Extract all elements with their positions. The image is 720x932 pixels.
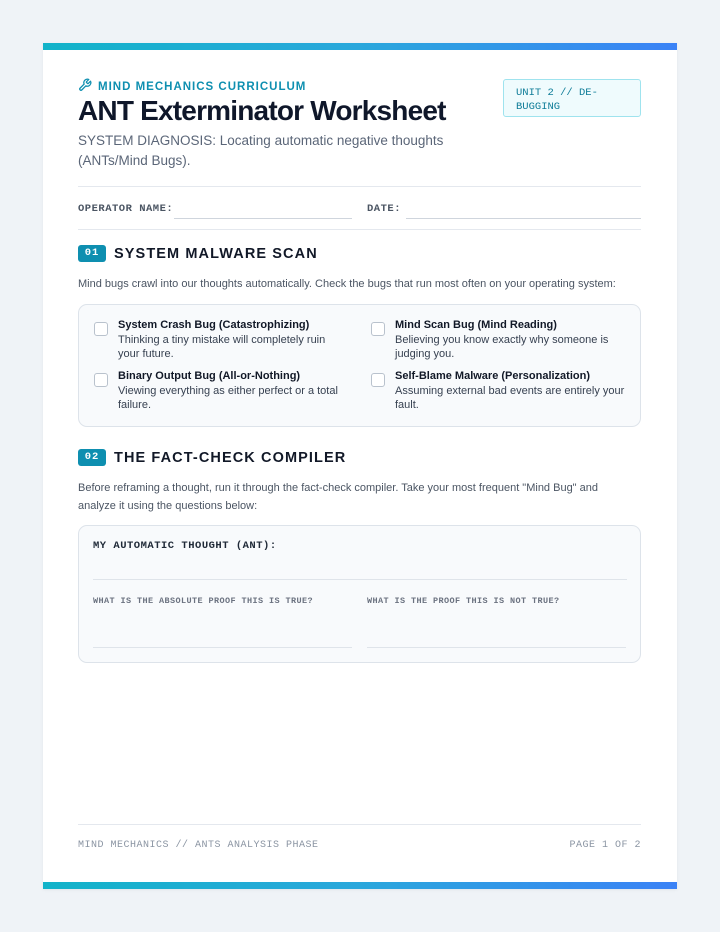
page-title: ANT Exterminator Worksheet [78,95,446,126]
proof-not-true-label: WHAT IS THE PROOF THIS IS NOT TRUE? [367,596,560,606]
proof-true-label: WHAT IS THE ABSOLUTE PROOF THIS IS TRUE? [93,596,314,606]
curriculum-text: MIND MECHANICS CURRICULUM [98,80,307,93]
section-1-header [78,245,318,262]
bug-title: Binary Output Bug (All-or-Nothing) [118,370,301,382]
bug-checkbox[interactable] [94,373,108,387]
unit-badge: UNIT 2 // DE-BUGGING [503,79,641,117]
worksheet-page [43,43,677,889]
date-label: DATE: [367,203,402,215]
ant-label: MY AUTOMATIC THOUGHT (ANT): [93,540,277,552]
section-1-title: SYSTEM MALWARE SCAN [114,245,318,262]
header-divider [78,186,641,187]
section-1-intro: Mind bugs crawl into our thoughts automatically. Check the bugs that run most often on your operating system: [78,278,616,290]
wrench-icon [78,78,92,95]
bug-checkbox[interactable] [371,373,385,387]
operator-name-label: OPERATOR NAME: [78,203,174,215]
operator-row [78,193,641,219]
bug-description: Assuming external bad events are entirely your fault. [395,385,625,411]
bug-checkbox[interactable] [94,322,108,336]
bug-title: Self-Blame Malware (Personalization) [395,370,590,382]
page-subtitle: SYSTEM DIAGNOSIS: Locating automatic negative thoughts (ANTs/Mind Bugs). [78,133,444,168]
operator-divider [78,229,641,230]
bug-checkbox[interactable] [371,322,385,336]
date-field[interactable] [406,218,641,219]
bug-checklist [78,304,641,427]
bottom-accent-bar [43,882,677,889]
footer-page-number: PAGE 1 OF 2 [569,840,641,851]
proof-not-true-write-line[interactable] [367,647,626,648]
proof-true-write-line[interactable] [93,647,352,648]
bug-title: Mind Scan Bug (Mind Reading) [395,319,557,331]
bug-description: Thinking a tiny mistake will completely ruin your future. [118,334,326,360]
footer-divider [78,824,641,825]
section-2-header [78,449,346,466]
footer-left: MIND MECHANICS // ANTS ANALYSIS PHASE [78,840,319,851]
bug-description: Viewing everything as either perfect or a total failure. [118,385,338,411]
section-2-title: THE FACT-CHECK COMPILER [114,449,347,466]
worksheet-content [78,43,641,889]
section-1-number: 01 [78,245,106,262]
bug-title: System Crash Bug (Catastrophizing) [118,319,310,331]
section-2-intro: Before reframing a thought, run it through the fact-check compiler. Take your most frequent "Mind Bug" and analyze it using the questions below: [78,482,598,512]
section-2-number: 02 [78,449,106,466]
curriculum-label [78,78,306,95]
ant-write-line[interactable] [93,579,627,580]
operator-name-field[interactable] [174,218,352,219]
bug-description: Believing you know exactly why someone is judging you. [395,334,609,360]
fact-check-box [78,525,641,663]
